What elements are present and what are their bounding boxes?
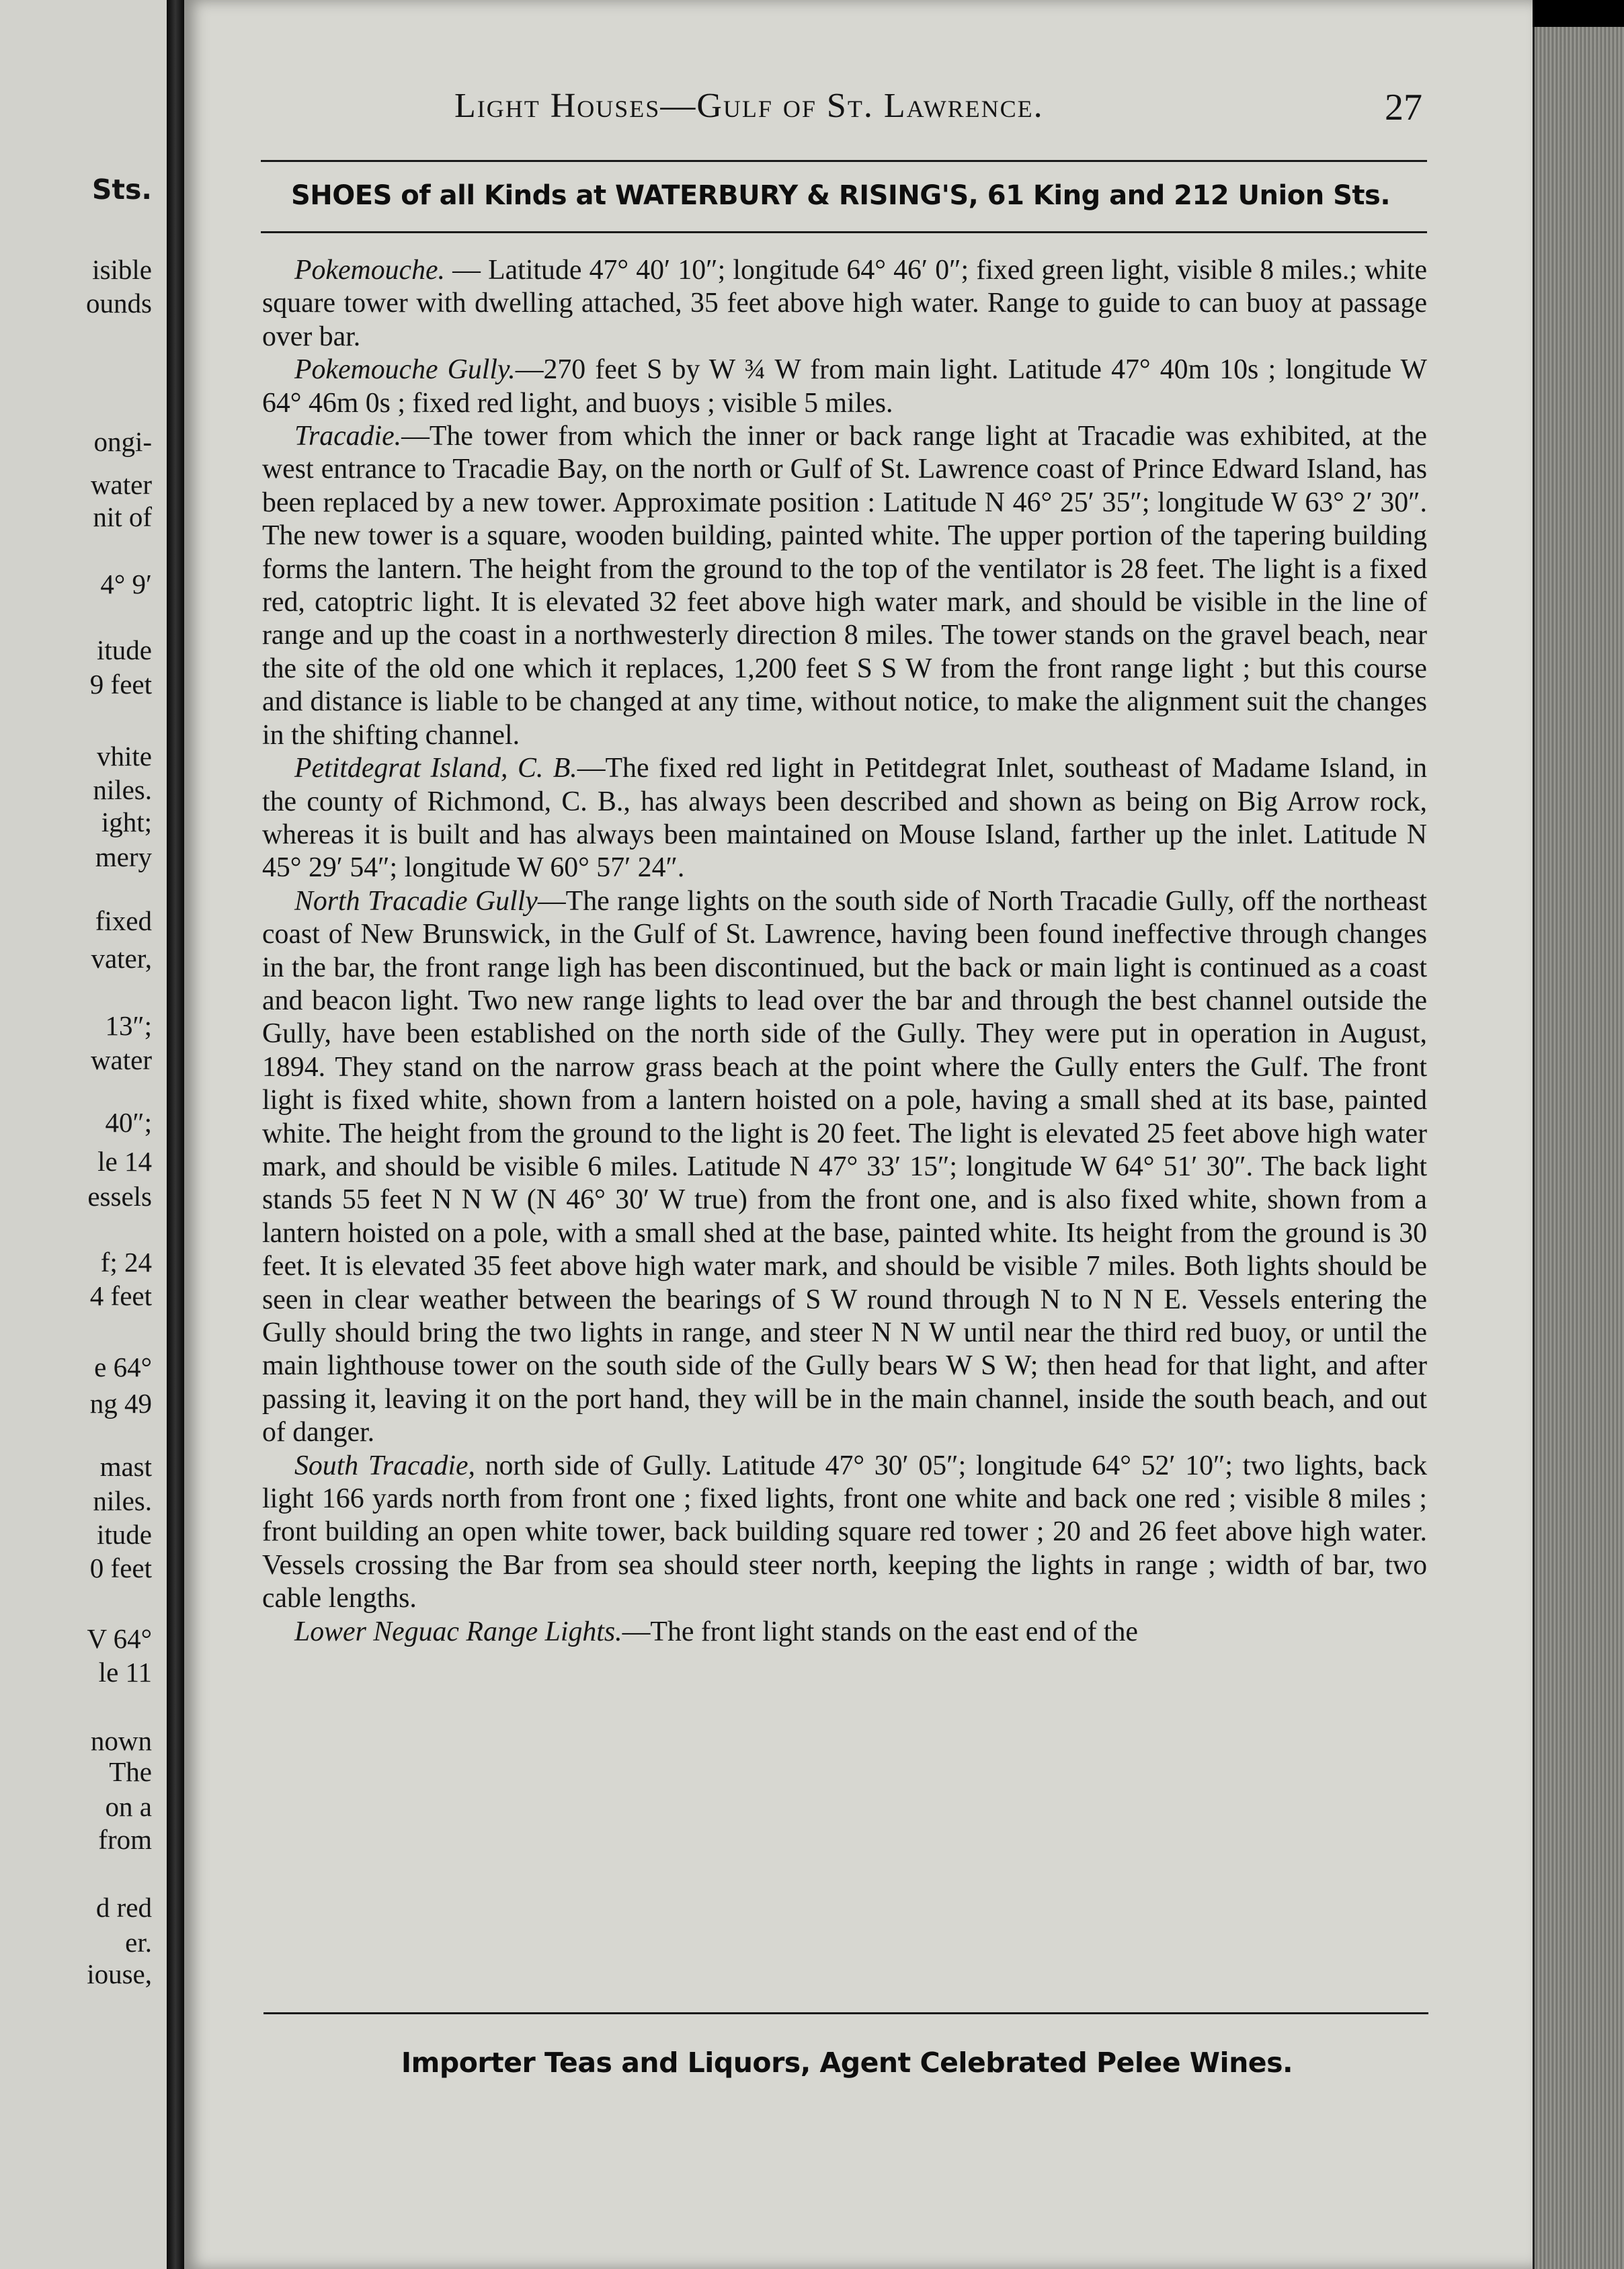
entry-lower-neguac bbox=[262, 1616, 1427, 1649]
entry-heading: North Tracadie Gully bbox=[294, 885, 538, 917]
left-fragment-line: ongi- bbox=[93, 426, 152, 457]
entry-heading: Pokemouche Gully. bbox=[294, 354, 516, 386]
left-fragment-line: vater, bbox=[91, 943, 152, 974]
entry-heading: Petitdegrat Island, C. B. bbox=[294, 753, 577, 784]
left-fragment-line: ng 49 bbox=[89, 1388, 152, 1419]
entry-heading: South Tracadie, bbox=[294, 1450, 475, 1481]
entry-pokemouche-gully bbox=[262, 354, 1427, 420]
entry-heading: Tracadie. bbox=[294, 421, 402, 452]
entry-tracadie bbox=[262, 420, 1427, 752]
left-fragment-line: 4 feet bbox=[89, 1280, 152, 1311]
left-fragment-line: iouse, bbox=[87, 1958, 152, 1989]
left-fragment-line: isible bbox=[92, 254, 152, 285]
left-fragment-line: fixed bbox=[95, 905, 152, 936]
top-advertisement: SHOES of all Kinds at WATERBURY & RISING'S, 61 King and 212 Union Sts. bbox=[290, 180, 1391, 211]
left-fragment-line: vhite bbox=[97, 741, 152, 772]
left-fragment-line: ounds bbox=[86, 288, 152, 319]
left-fragment-line: 4° 9′ bbox=[100, 569, 152, 600]
article-body bbox=[262, 254, 1427, 1649]
bottom-ad-rule bbox=[263, 2012, 1428, 2014]
entry-south-tracadie bbox=[262, 1450, 1427, 1616]
left-fragment-line: d red bbox=[95, 1892, 152, 1923]
entry-pokemouche bbox=[262, 254, 1427, 354]
left-fragment-line: nit of bbox=[93, 501, 152, 532]
left-fragment-line: mast bbox=[99, 1451, 152, 1482]
left-fragment-line: 9 feet bbox=[89, 669, 152, 700]
left-fragment-line: water bbox=[90, 469, 152, 500]
left-fragment-line: le 14 bbox=[97, 1146, 152, 1177]
left-fragment-line: e 64° bbox=[94, 1352, 152, 1383]
left-fragment-line: le 11 bbox=[98, 1657, 152, 1688]
entry-petitdegrat-island bbox=[262, 752, 1427, 885]
book-gutter bbox=[167, 0, 184, 2269]
header-rule bbox=[261, 160, 1427, 162]
left-fragment-line: The bbox=[109, 1756, 152, 1787]
left-fragment-line: nown bbox=[90, 1725, 152, 1756]
left-fragment-line: on a bbox=[105, 1791, 152, 1822]
entry-text: —The front light stands on the east end of the bbox=[622, 1616, 1138, 1647]
entry-text: —The fixed red light in Petitdegrat Inlet, southeast of Madame Island, in the county of Richmond, C. B., has always been described and shown as being on Big Arrow rock, whereas it is built and has always been maintained on Mouse Island, farther up the inlet. Latitude N 45° 29′ 54″; longitude W 60° 57′ 24″. bbox=[262, 753, 1427, 884]
running-header bbox=[269, 86, 1422, 126]
left-fragment-line: water bbox=[90, 1044, 152, 1075]
page-title: Light Houses—Gulf of St. Lawrence. bbox=[454, 87, 1044, 125]
left-fragment-line: Sts. bbox=[91, 173, 152, 206]
entry-heading: Pokemouche. bbox=[294, 255, 445, 286]
left-fragment-line: niles. bbox=[93, 1485, 152, 1516]
entry-text: —The tower from which the inner or back range light at Tracadie was exhibited, at the west entrance to Tracadie Bay, on the north or Gulf of St. Lawrence coast of Prince Edward Island, has been replaced by a new tower. Approximate position : Latitude N 46° 25′ 35″; longitude W 63° 2′ 30″. The new tower is a square, wooden building, painted white. The upper portion of the tapering building forms the lantern. The height from the ground to the top of the ventilator is 28 feet. The light is a fixed red, catoptric light. It is elevated 32 feet above high water mark, and should be visible in the line of range and up the coast in a northwesterly direction 8 miles. The tower stands on the gravel beach, near the site of the old one which it replaces, 1,200 feet S S W from the front range light ; but this course and distance is liable to be changed at any time, without notice, to make the alignment suit the changes in the shifting channel. bbox=[262, 421, 1427, 751]
page-edges bbox=[1533, 27, 1624, 2269]
left-fragment-line: mery bbox=[95, 841, 152, 872]
entry-heading: Lower Neguac Range Lights. bbox=[294, 1616, 622, 1647]
entry-text: — Latitude 47° 40′ 10″; longitude 64° 46′ 0″; fixed green light, visible 8 miles.; white square tower with dwelling attached, 35 feet above high water. Range to guide to can buoy at passage over bar. bbox=[262, 255, 1427, 352]
left-fragment-line: f; 24 bbox=[100, 1247, 152, 1278]
entry-north-tracadie-gully bbox=[262, 885, 1427, 1450]
left-fragment-line: er. bbox=[125, 1927, 152, 1958]
page-number: 27 bbox=[1385, 87, 1422, 128]
left-fragment-line: itude bbox=[97, 1519, 152, 1550]
left-fragment-line: ight; bbox=[101, 807, 152, 837]
bottom-advertisement: Importer Teas and Liquors, Agent Celebrated Pelee Wines. bbox=[401, 2047, 1293, 2079]
left-fragment-line: V 64° bbox=[87, 1623, 152, 1654]
entry-text: north side of Gully. Latitude 47° 30′ 05″; longitude 64° 52′ 10″; two lights, back light 166 yards north from front one ; fixed lights, front one white and back one red ; visible 8 miles ; front building an open white tower, back building square red tower ; 20 and 26 feet above high water. Vessels crossing the Bar from sea should steer north, keeping the lights in range ; width of bar, two cable lengths. bbox=[262, 1450, 1427, 1614]
left-fragment-line: 40″; bbox=[105, 1107, 152, 1138]
left-page-fragment bbox=[0, 0, 169, 2269]
left-fragment-line: 0 feet bbox=[89, 1553, 152, 1583]
entry-text: —270 feet S by W ¾ W from main light. Latitude 47° 40m 10s ; longitude W 64° 46m 0s ; fixed red light, and buoys ; visible 5 miles. bbox=[262, 354, 1427, 419]
left-fragment-line: essels bbox=[87, 1181, 152, 1212]
left-fragment-line: 13″; bbox=[105, 1010, 152, 1041]
left-fragment-line: from bbox=[98, 1824, 152, 1855]
entry-text: —The range lights on the south side of North Tracadie Gully, off the northeast coast of New Brunswick, in the Gulf of St. Lawrence, having been found ineffective through changes in the bar, the front range ligh has been discontinued, but the back or main light is continued as a coast and beacon light. Two new range lights to lead over the bar and through the best channel outside the Gully, have been established on the north side of the Gully. They were put in operation in August, 1894. They stand on the narrow grass beach at the point where the Gully enters the Gulf. The front light is fixed white, shown from a lantern hoisted on a pole, having a small shed at its base, painted white. The height from the ground to the light is 20 feet. The light is elevated 25 feet above high water mark, and should be visible 6 miles. Latitude N 47° 33′ 15″; longitude W 64° 51′ 30″. The back light stands 55 feet N N W (N 46° 30′ W true) from the front one, and is also fixed white, shown from a lantern hoisted on a pole, with a small shed at the base, painted white. Its height from the ground is 30 feet. It is elevated 35 feet above high water mark, and should be visible 7 miles. Both lights should be seen in clear weather between the bearings of S W round through N to N N E. Vessels entering the Gully should bring the two lights in range, and steer N N W until near the third red buoy, or until the main lighthouse tower on the south side of the Gully bears W S W; then head for that light, and after passing it, leaving it on the port hand, they will be in the main channel, inside the south beach, and out of danger. bbox=[262, 885, 1428, 1448]
top-ad-rule bbox=[261, 231, 1427, 233]
left-fragment-line: itude bbox=[97, 634, 152, 665]
left-fragment-line: niles. bbox=[93, 774, 152, 805]
